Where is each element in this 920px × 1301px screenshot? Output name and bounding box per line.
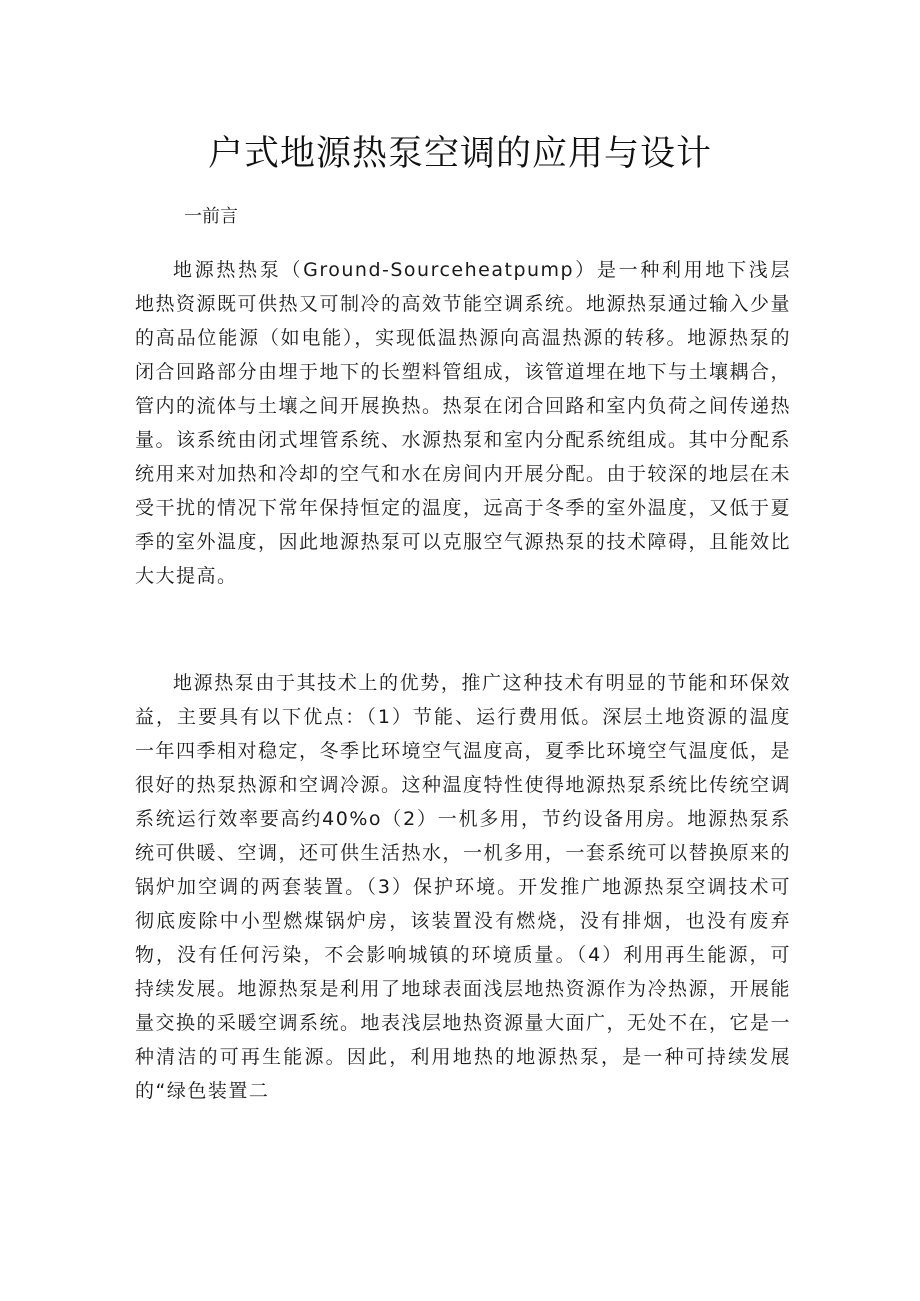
document-title: 户式地源热泵空调的应用与设计	[207, 134, 712, 174]
body-paragraph-2: 地源热泵由于其技术上的优势，推广这种技术有明显的节能和环保效益，主要具有以下优点：（1）节能、运行费用低。深层土地资源的温度一年四季相对稳定，冬季比环境空气温度高，夏季比环境空气温度低，是很好的热泵热源和空调冷源。这种温度特性使得地源热泵系统比传统空调系统运行效率要高约40%o（2）一机多用，节约设备用房。地源热泵系统可供暖、空调，还可供生活热水，一机多用，一套系统可以替换原来的锅炉加空调的两套装置。（3）保护环境。开发推广地源热泵空调技术可彻底废除中小型燃煤锅炉房，该装置没有燃烧，没有排烟，也没有废弃物，没有任何污染，不会影响城镇的环境质量。（4）利用再生能源，可持续发展。地源热泵是利用了地球表面浅层地热资源作为冷热源，开展能量交换的采暖空调系统。地表浅层地热资源量大面广，无处不在，它是一种清洁的可再生能源。因此，利用地热的地源热泵，是一种可持续发展的“绿色装置二	[135, 672, 792, 1102]
body-paragraph-1: 地源热热泵（Ground-Sourceheatpump）是一种利用地下浅层地热资源既可供热又可制冷的高效节能空调系统。地源热泵通过输入少量的高品位能源（如电能），实现低温热源向高温热源的转移。地源热泵的闭合回路部分由埋于地下的长塑料管组成，该管道埋在地下与土壤耦合，管内的流体与土壤之间开展换热。热泵在闭合回路和室内负荷之间传递热量。该系统由闭式埋管系统、水源热泵和室内分配系统组成。其中分配系统用来对加热和冷却的空气和水在房间内开展分配。由于较深的地层在未受干扰的情况下常年保持恒定的温度，远高于冬季的室外温度，又低于夏季的室外温度，因此地源热泵可以克服空气源热泵的技术障碍，且能效比大大提高。	[135, 259, 792, 587]
section-heading: 一前言	[184, 206, 238, 227]
